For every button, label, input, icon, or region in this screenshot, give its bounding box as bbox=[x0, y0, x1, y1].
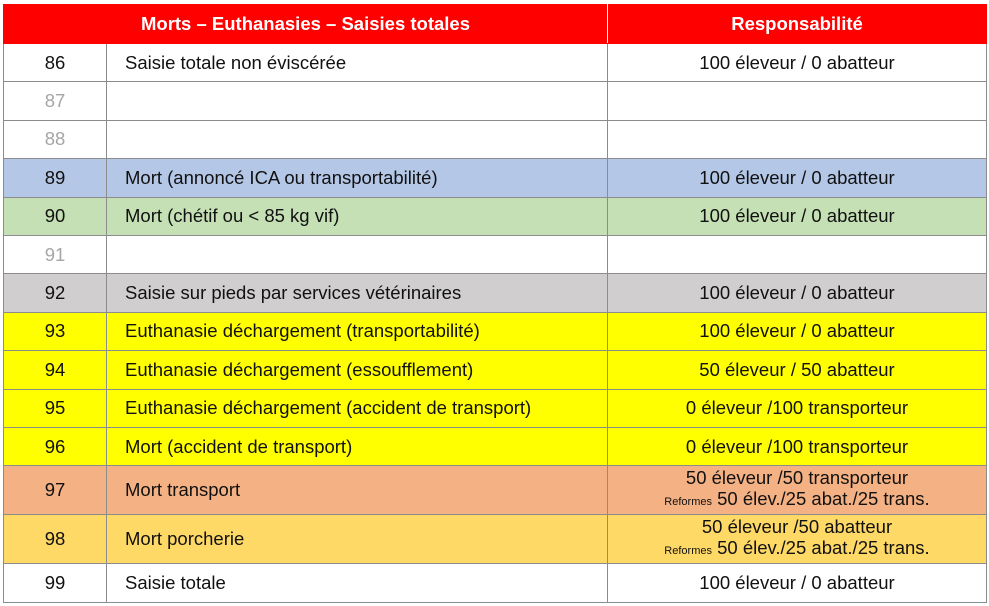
row-responsibility-main: 50 éleveur /50 transporteur bbox=[685, 467, 909, 489]
row-label: Euthanasie déchargement (essoufflement) bbox=[107, 351, 608, 389]
row-responsibility bbox=[608, 235, 987, 273]
table-row bbox=[4, 120, 987, 158]
row-responsibility bbox=[608, 82, 987, 120]
table-title: Morts – Euthanasies – Saisies totales bbox=[4, 5, 608, 44]
table-row bbox=[4, 159, 987, 197]
table-row bbox=[4, 515, 987, 564]
row-code: 95 bbox=[4, 389, 107, 427]
row-responsibility: 50 éleveur / 50 abatteur bbox=[608, 351, 987, 389]
table-row bbox=[4, 235, 987, 273]
row-responsibility: 100 éleveur / 0 abatteur bbox=[608, 274, 987, 312]
row-responsibility-reformes bbox=[608, 488, 986, 513]
table-row bbox=[4, 44, 987, 82]
table-row bbox=[4, 466, 987, 515]
row-responsibility-main: 50 éleveur /50 abatteur bbox=[701, 516, 893, 538]
row-code: 94 bbox=[4, 351, 107, 389]
row-label: Saisie totale non éviscérée bbox=[107, 44, 608, 82]
table-row bbox=[4, 274, 987, 312]
row-label bbox=[107, 235, 608, 273]
reformes-prefix: Reformes bbox=[664, 545, 712, 558]
row-responsibility bbox=[608, 120, 987, 158]
row-responsibility: 100 éleveur / 0 abatteur bbox=[608, 312, 987, 350]
row-label: Euthanasie déchargement (transportabilité) bbox=[107, 312, 608, 350]
row-responsibility: 100 éleveur / 0 abatteur bbox=[608, 564, 987, 602]
row-responsibility: 100 éleveur / 0 abatteur bbox=[608, 197, 987, 235]
row-code: 89 bbox=[4, 159, 107, 197]
row-code: 99 bbox=[4, 564, 107, 602]
row-code: 97 bbox=[4, 466, 107, 515]
row-responsibility: 100 éleveur / 0 abatteur bbox=[608, 44, 987, 82]
table-row bbox=[4, 312, 987, 350]
row-label bbox=[107, 120, 608, 158]
row-code: 96 bbox=[4, 427, 107, 465]
row-label: Euthanasie déchargement (accident de transport) bbox=[107, 389, 608, 427]
table-row bbox=[4, 351, 987, 389]
row-responsibility bbox=[608, 515, 987, 564]
row-responsibility bbox=[608, 466, 987, 515]
row-label: Saisie sur pieds par services vétérinaires bbox=[107, 274, 608, 312]
row-label: Saisie totale bbox=[107, 564, 608, 602]
table-row bbox=[4, 82, 987, 120]
row-label: Mort porcherie bbox=[107, 515, 608, 564]
responsibility-table bbox=[3, 4, 987, 603]
table-row bbox=[4, 389, 987, 427]
row-responsibility: 0 éleveur /100 transporteur bbox=[608, 427, 987, 465]
reformes-split: 50 élev./25 abat./25 trans. bbox=[717, 488, 930, 510]
row-label: Mort (accident de transport) bbox=[107, 427, 608, 465]
table-row bbox=[4, 427, 987, 465]
row-code: 86 bbox=[4, 44, 107, 82]
row-code: 98 bbox=[4, 515, 107, 564]
row-label bbox=[107, 82, 608, 120]
table-row bbox=[4, 564, 987, 602]
reformes-split: 50 élev./25 abat./25 trans. bbox=[717, 537, 930, 559]
table-header-row bbox=[4, 5, 987, 44]
row-label: Mort transport bbox=[107, 466, 608, 515]
row-code: 91 bbox=[4, 235, 107, 273]
row-responsibility: 0 éleveur /100 transporteur bbox=[608, 389, 987, 427]
row-code: 92 bbox=[4, 274, 107, 312]
row-code: 90 bbox=[4, 197, 107, 235]
table-row bbox=[4, 197, 987, 235]
row-responsibility: 100 éleveur / 0 abatteur bbox=[608, 159, 987, 197]
reformes-prefix: Reformes bbox=[664, 496, 712, 509]
responsibility-header: Responsabilité bbox=[608, 5, 987, 44]
row-code: 87 bbox=[4, 82, 107, 120]
row-code: 93 bbox=[4, 312, 107, 350]
row-code: 88 bbox=[4, 120, 107, 158]
row-responsibility-reformes bbox=[608, 537, 986, 562]
row-label: Mort (annoncé ICA ou transportabilité) bbox=[107, 159, 608, 197]
row-label: Mort (chétif ou < 85 kg vif) bbox=[107, 197, 608, 235]
